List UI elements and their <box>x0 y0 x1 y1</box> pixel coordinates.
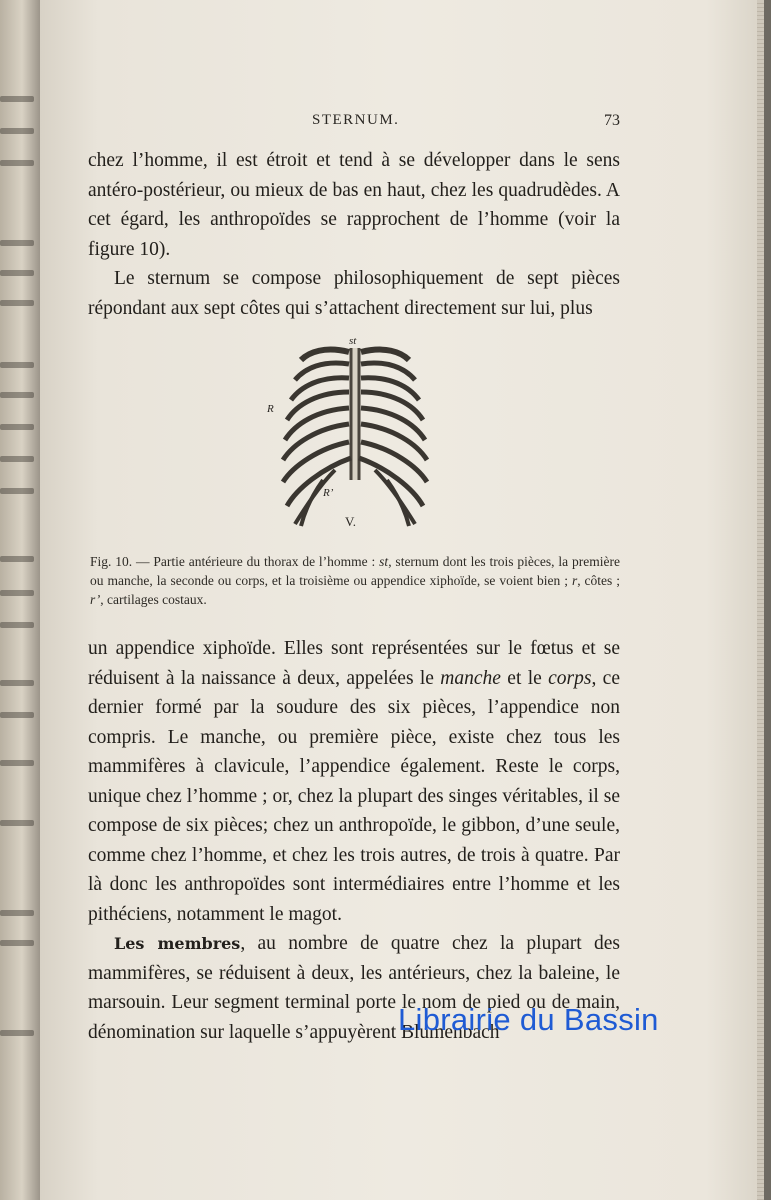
watermark: Librairie du Bassin <box>398 1002 659 1037</box>
heading-les-membres: Les membres <box>114 934 241 953</box>
label-r: R <box>267 403 274 415</box>
rib-cage-drawing <box>283 348 427 526</box>
label-st: st <box>349 335 357 347</box>
figure-numeral: V. <box>345 514 356 529</box>
figure-caption: Fig. 10. — Partie antérieure du thorax de l’homme : st, sternum dont les trois pièces, la première ou manche, la seconde ou corps, et la troisième ou appendice xiphoïde, se voient bien ; r, côtes ; r’, cartilages costaux. <box>90 554 620 607</box>
page-edge <box>757 0 764 1200</box>
text-block-top <box>88 146 620 323</box>
text-block-bottom <box>88 634 620 1047</box>
paragraph-1: chez l’homme, il est étroit et tend à se développer dans le sens antéro-postérieur, ou mieux de bas en haut, chez les quadrudèdes. A cet égard, les anthropoïdes se rapprochent de l’homme (voir la figure 10). <box>88 150 620 260</box>
paragraph-4: Les membres, au nombre de quatre chez la plupart des mammifères, se réduisent à deux, les antérieurs, chez la baleine, le marsouin. Leur segment terminal porte le nom de pied ou de main, dénomination sur laquelle s’appuyèrent Blumenbach <box>88 933 620 1043</box>
paragraph-3: un appendice xiphoïde. Elles sont représentées sur le fœtus et se réduisent à la naissance à deux, appelées le manche et le corps, ce dernier formé par la soudure des six pièces, l’appendice non compris. Le manche, ou première pièce, existe chez tous les mammifères à clavicule, l’appendice également. Reste le corps, unique chez l’homme ; or, chez la plupart des singes véritables, il se compose de six pièces; chez un anthropoïde, le gibbon, d’une seule, comme chez l’homme, et chez les trois autres, de trois à quatre. Par là donc les anthropoïdes sont intermédiaires entre l’homme et les pithéciens, notamment le magot. <box>88 638 620 925</box>
label-r-prime: R’ <box>323 487 334 499</box>
book-page <box>40 0 764 1200</box>
previous-page-edge <box>0 0 40 1200</box>
page-number: 73 <box>604 112 620 129</box>
thorax-illustration <box>265 330 445 530</box>
paragraph-2: Le sternum se compose philosophiquement de sept pièces répondant aux sept côtes qui s’attachent directement sur lui, plus <box>88 268 620 319</box>
running-title: STERNUM. <box>312 112 400 128</box>
